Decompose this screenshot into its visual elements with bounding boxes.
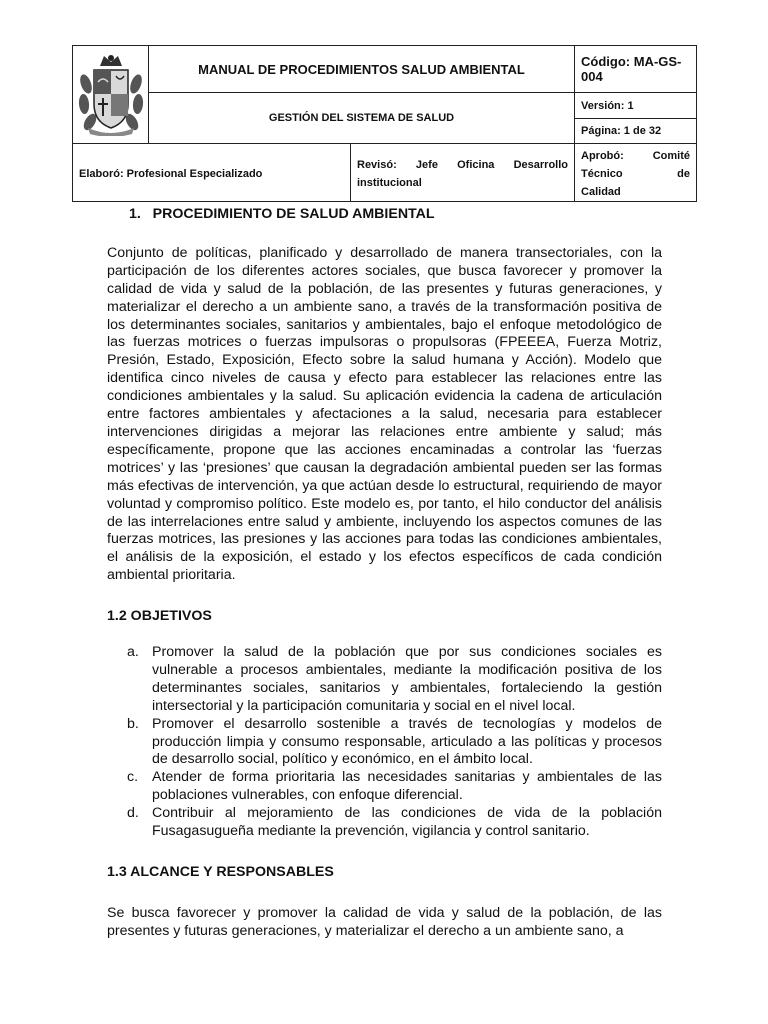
section-1-number: 1. — [129, 206, 141, 222]
document-code: Código: MA-GS-004 — [575, 46, 697, 93]
list-item-label: b. — [127, 715, 139, 732]
section-scope-heading: 1.3 ALCANCE Y RESPONSABLES — [107, 864, 334, 880]
list-item-label: a. — [127, 644, 139, 661]
objectives-list — [107, 644, 662, 841]
list-item-text: Promover la salud de la población que por sus condiciones sociales es vulnerable a procesos ambientales, mediante la modificación positiva de los determinantes sociales, sanitarios y ambientales, fortaleciendo la gestión intersectorial y la participación comunitaria y social en el nivel local. — [152, 644, 662, 714]
list-item-text: Contribuir al mejoramiento de las condiciones de vida de la población Fusagasugueña mediante la prevención, vigilancia y control sanitario. — [152, 805, 662, 840]
section-1-title: PROCEDIMIENTO DE SALUD AMBIENTAL — [152, 206, 435, 222]
list-item — [127, 805, 662, 841]
list-item-text: Atender de forma prioritaria las necesidades sanitarias y ambientales de las poblaciones vulnerables, con enfoque diferencial. — [152, 769, 662, 804]
approved-by-line2: Calidad — [581, 186, 621, 198]
list-item — [127, 644, 662, 716]
section-scope-paragraph: Se busca favorecer y promover la calidad de vida y salud de la población, de las presentes y futuras generaciones, y materializar el derecho a un ambiente sano, a — [107, 904, 662, 939]
page-number: Página: 1 de 32 — [575, 119, 697, 144]
approved-by-line1: Aprobó: Comité Técnico de — [581, 150, 691, 180]
list-item-text: Promover el desarrollo sostenible a través de tecnologías y modelos de producción limpia y consumo responsable, articulado a las políticas y procesos de desarrollo social, político y económico, en el ámbito local. — [152, 715, 662, 768]
process-subtitle: GESTIÓN DEL SISTEMA DE SALUD — [149, 93, 575, 144]
manual-title: MANUAL DE PROCEDIMIENTOS SALUD AMBIENTAL — [149, 46, 575, 93]
list-item — [127, 715, 662, 770]
list-item-label: c. — [127, 769, 139, 786]
section-1-heading — [107, 206, 662, 224]
reviewed-by — [351, 144, 575, 202]
document-version: Versión: 1 — [575, 93, 697, 119]
list-item-label: d. — [127, 805, 139, 822]
coat-of-arms-logo — [73, 46, 149, 144]
section-objectives-heading: 1.2 OBJETIVOS — [107, 608, 212, 625]
reviewed-by-line1: Revisó: Jefe Oficina Desarrollo — [357, 159, 569, 171]
list-item — [127, 769, 662, 805]
document-header — [72, 45, 697, 202]
coat-of-arms-icon — [78, 48, 144, 136]
reviewed-by-line2: institucional — [357, 177, 422, 189]
section-1-paragraph: Conjunto de políticas, planificado y desarrollado de manera transectoriales, con la participación de los diferentes actores sociales, que busca favorecer y promover la calidad de vida y salud de la población, de las presentes y futuras generaciones, y materializar el derecho a un ambiente sano, a través de la transformación positiva de los determinantes sociales, sanitarios y ambientales, bajo el enfoque metodológico de las fuerzas motrices o fuerzas impulsoras o propulsoras (FPEEEA, Fuerza Motriz, Presión, Estado, Exposición, Efecto sobre la salud humana y Acción). Modelo que identifica cinco niveles de causa y efecto para establecer las relaciones entre las condiciones ambientales y la salud. Su aplicación evidencia la cadena de articulación entre factores ambientales y afectaciones a la salud, necesaria para establecer intervenciones dirigidas a mejorar las relaciones entre ambiente y salud; más específicamente, propone que las acciones encaminadas a controlar las ‘fuerzas motrices’ y las ‘presiones’ que causan la degradación ambiental pueden ser las formas más efectivas de intervención, ya que actúan desde lo estructural, requiriendo de mayor voluntad y compromiso político. Este modelo es, por tanto, el hilo conductor del análisis de las interrelaciones entre salud y ambiente, incluyendo los aspectos comunes de las fuerzas motrices, las presiones y las acciones para todas las condiciones ambientales, el análisis de la exposición, el estado y los efectos específicos de cada condición ambiental prioritaria. — [107, 244, 662, 584]
document-body — [107, 206, 662, 941]
prepared-by-text: Elaboró: Profesional Especializado — [79, 168, 263, 180]
approved-by — [575, 144, 697, 202]
prepared-by — [73, 144, 351, 202]
